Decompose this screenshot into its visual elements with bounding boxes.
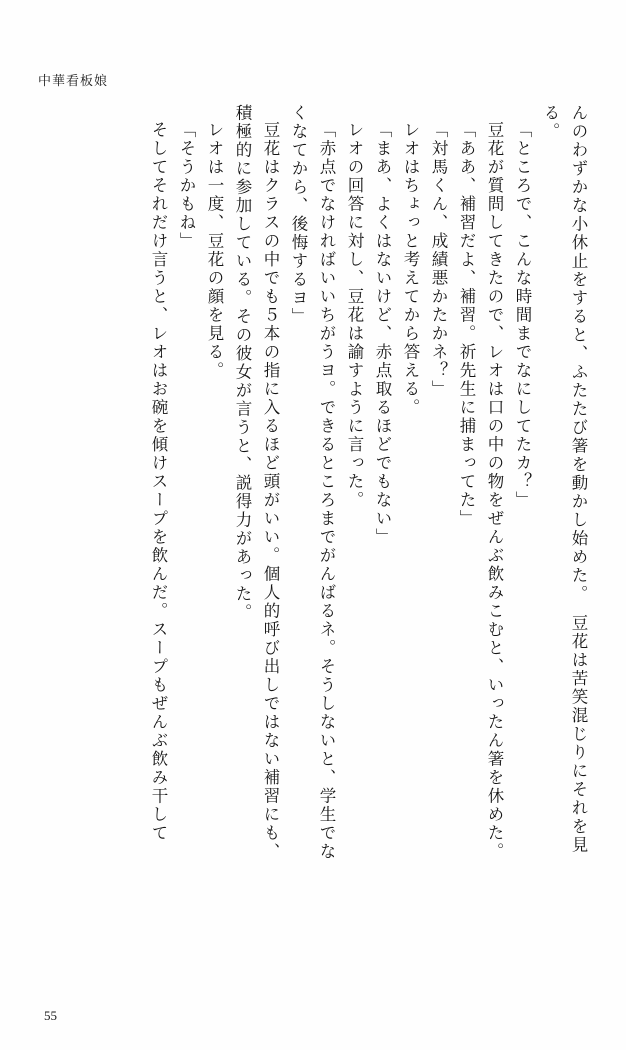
text-column: レオは一度、豆花の顔を見る。 xyxy=(205,121,224,380)
text-column: 「ああ、補習だよ、補習。祈先生に捕まってた」 xyxy=(457,121,476,528)
page-number: 55 xyxy=(44,1008,57,1023)
text-column: レオはちょっと考えてから答える。 xyxy=(401,121,420,417)
text-column: 「ところで、こんな時間までなにしてたカ？」 xyxy=(513,121,532,510)
text-column: 「対馬くん、成績悪かたかネ？」 xyxy=(429,121,448,399)
vertical-text-body xyxy=(42,104,586,984)
text-column: 「まあ、よくはないけど、赤点取るほどでもない」 xyxy=(373,121,392,547)
text-column: 豆花はクラスの中でも５本の指に入るほど頭がいい。個人的呼び出しではない補習にも、 xyxy=(261,121,280,861)
running-head: 中華看板娘 xyxy=(38,73,109,88)
text-column: レオの回答に対し、豆花は諭すように言った。 xyxy=(345,121,364,510)
text-column: 積極的に参加している。その彼女が言うと、説得力があった。 xyxy=(233,104,252,622)
text-column: 豆花が質問してきたので、レオは口の中の物をぜんぶ飲みこむと、いったん箸を休めた。 xyxy=(485,121,504,861)
text-column: る。 xyxy=(541,104,560,141)
text-column: くなてから、後悔するヨ」 xyxy=(289,104,308,326)
text-column: んのわずかな小休止をすると、ふたたび箸を動かし始めた。 豆花は苦笑混じりにそれを見 xyxy=(569,104,588,855)
text-column: 「そうかもね」 xyxy=(177,121,196,251)
text-column: 「赤点でなければいいちがうヨ。できるところまでがんばるネ。そうしないと、学生でな xyxy=(317,121,336,861)
text-column: そしてそれだけ言うと、レオはお碗を傾けスープを飲んだ。スープもぜんぶ飲み干して xyxy=(149,121,168,843)
